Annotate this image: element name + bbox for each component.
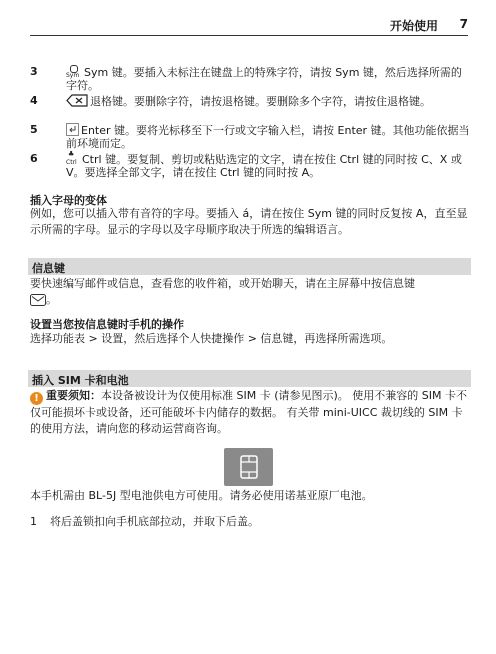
step-number: 1 xyxy=(30,515,37,528)
backspace-icon xyxy=(66,94,88,107)
item-number: 3 xyxy=(30,65,38,78)
notice-label: 重要须知： xyxy=(46,389,101,402)
message-key-paragraph xyxy=(30,276,472,308)
item-number: 6 xyxy=(30,152,38,165)
item-text: Ctrl 键。要复制、剪切或粘贴选定的文字，请在按住 Ctrl 键的同时按 C、X 或 V。要选择全部文字，请在按住 Ctrl 键的同时按 A。 xyxy=(66,153,462,179)
page-header xyxy=(30,17,468,36)
set-action-text: 选择功能表 > 设置，然后选择个人快捷操作 > 信息键，再选择所需选项。 xyxy=(30,332,393,345)
item-number: 4 xyxy=(30,94,38,107)
item-number: 5 xyxy=(30,123,38,136)
message-key-icon xyxy=(30,294,46,306)
battery-text: 本手机需由 BL-5J 型电池供电方可使用。请务必使用诺基亚原厂电池。 xyxy=(30,489,373,502)
item-text: Sym 键。要插入未标注在键盘上的特殊字符，请按 Sym 键，然后选择所需的字符。 xyxy=(66,66,462,92)
message-key-heading: 信息键 xyxy=(32,262,65,275)
accent-heading: 插入字母的变体 xyxy=(30,194,107,207)
sim-card-icon xyxy=(224,448,273,486)
sim-heading: 插入 SIM 卡和电池 xyxy=(32,374,129,387)
warning-icon: ! xyxy=(30,392,43,405)
message-key-text-end: 。 xyxy=(46,293,57,306)
header-title: 开始使用 xyxy=(389,19,438,33)
sym-key-icon: Sym xyxy=(66,65,82,79)
item-text: Enter 键。要将光标移至下一行或文字输入栏，请按 Enter 键。其他功能依据当前环境而定。 xyxy=(66,124,470,150)
item-text: 退格键。要删除字符，请按退格键。要删除多个字符，请按住退格键。 xyxy=(90,95,431,108)
set-action-heading: 设置当您按信息键时手机的操作 xyxy=(30,318,184,331)
message-key-band xyxy=(28,258,471,275)
message-key-text: 要快速编写邮件或信息，查看您的收件箱，或开始聊天，请在主屏幕中按信息键 xyxy=(30,277,415,290)
sim-band xyxy=(28,370,471,387)
accent-text: 例如，您可以插入带有音符的字母。要插入 á，请在按住 Sym 键的同时反复按 A，直至显示所需的字母。显示的字母以及字母顺序取决于所选的编辑语言。 xyxy=(30,207,468,236)
enter-key-icon xyxy=(66,123,79,136)
page-number: 7 xyxy=(459,17,468,31)
ctrl-key-icon: ♣ Ctrl xyxy=(66,150,77,166)
sim-notice xyxy=(30,388,472,437)
step-text: 将后盖锁扣向手机底部拉动，并取下后盖。 xyxy=(50,515,259,528)
notice-text: 本设备被设计为仅使用标准 SIM 卡 (请参见图示)。 使用不兼容的 SIM 卡不仅可能损坏卡或设备，还可能破坏卡内储存的数据。 有关带 mini-UICC 裁切线的 SIM 卡的使用方法，请向您的移动运营商咨询。 xyxy=(30,389,467,435)
sim-card-image xyxy=(224,448,273,486)
